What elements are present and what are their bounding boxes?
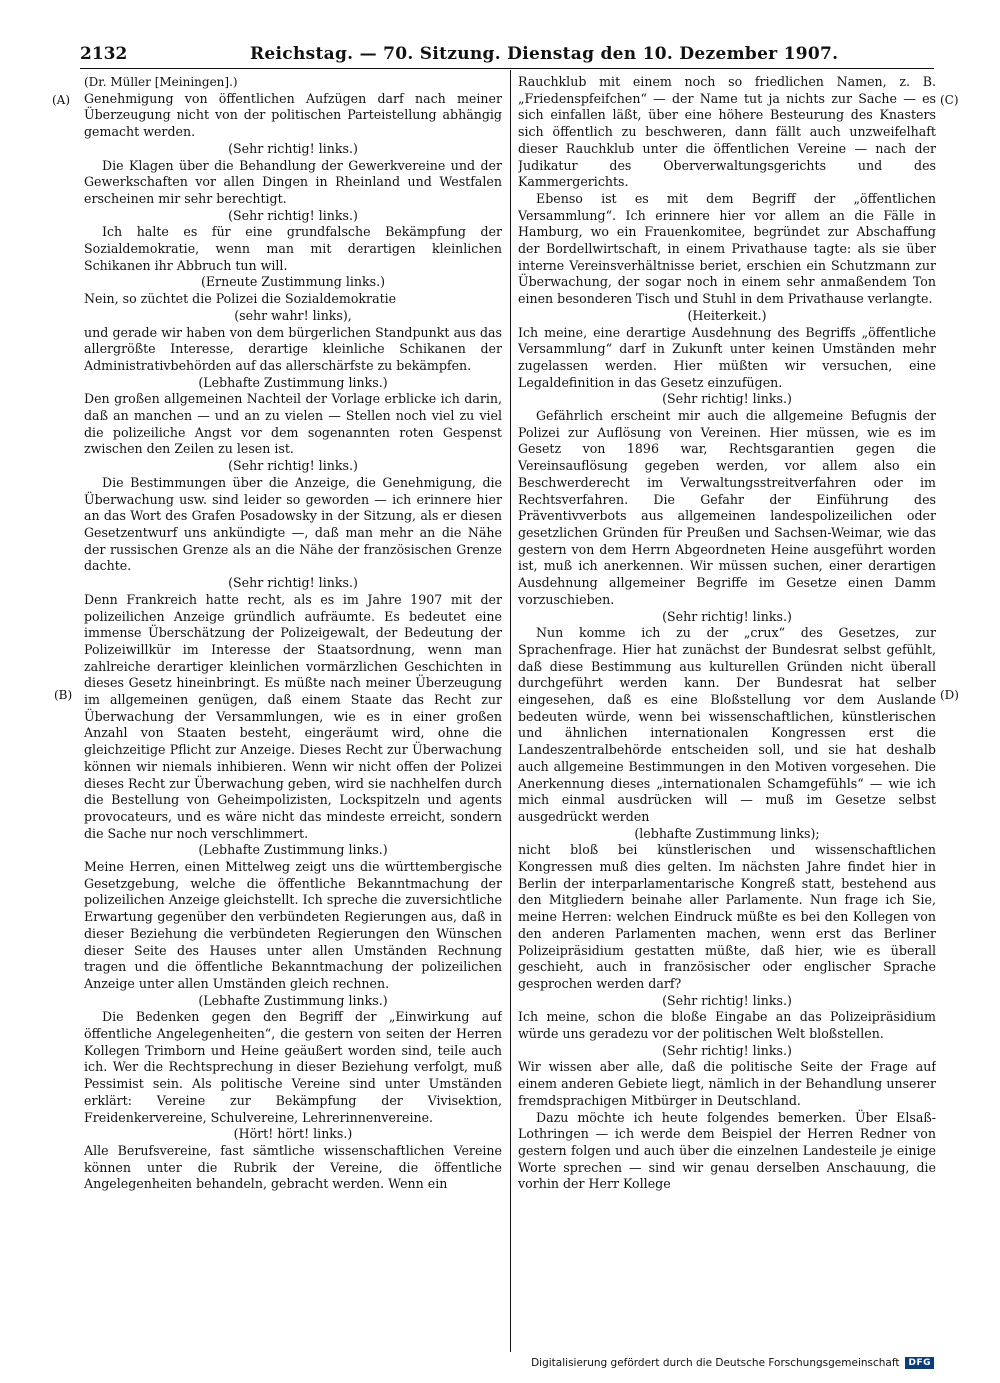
paragraph: Genehmigung von öffentlichen Aufzügen darf nach meiner Überzeugung nicht von der politischen Parteistellung abhängig gemacht werden. (84, 90, 502, 140)
paragraph: Wir wissen aber alle, daß die politische Seite der Frage auf einem anderen Gebiete liegt, nämlich in der Behandlung unserer fremdsprachigen Mitbürger in Deutschland. (518, 1059, 936, 1108)
interjection: (Lebhafte Zustimmung links.) (198, 842, 388, 858)
page-number: 2132 (80, 44, 128, 64)
paragraph: Meine Herren, einen Mittelweg zeigt uns die württembergische Gesetzgebung, welche die öffentliche Bekanntmachung der polizeilichen Anzeige gleichstellt. Ich spreche die zuversichtliche Erwartung gegenüber den verbündeten Regierungen aus, daß in dieser Beziehung die verbündeten Regierungen den Wünschen dieser Seite des Hauses unter allen Umständen Rechnung tragen und die öffentliche Bekanntmachung der polizeilichen Anzeige unter allen Umständen gleich rechnen. (84, 859, 502, 991)
margin-letter-c: (C) (940, 93, 959, 107)
paragraph: Den großen allgemeinen Nachteil der Vorlage erblicke ich darin, daß an manchen — und an zu vielen — Stellen noch viel zu viel die polizeiliche Angst vor dem sogenannten roten Gespenst zwischen den Zeilen zu lesen ist. (84, 391, 502, 457)
footer-text: Digitalisierung gefördert durch die Deutsche Forschungsgemeinschaft (531, 1357, 900, 1369)
paragraph: Ebenso ist es mit dem Begriff der „öffentlichen Versammlung“. Ich erinnere hier vor allem an die Fälle in Hamburg, wo ein Frauenkomitee, begründet zur Abschaffung der Bordellwirtschaft, in einem Privathause tagte: als sie über interne Vereinsverhältnisse beriet, erschien ein Schutzmann zur Überwachung, der sogar noch in einem sehr anmaßendem Ton einen besonderen Tisch und Stuhl in dem Privathause verlangte. (518, 190, 936, 307)
header-rule (80, 68, 934, 69)
interjection: (Sehr richtig! links.) (662, 608, 792, 624)
paragraph: Die Bestimmungen über die Anzeige, die Genehmigung, die Überwachung usw. sind leider so geworden — ich erinnere hier an das Wort des Grafen Posadowsky in der Sitzung, als er diesen Gesetzentwurf uns ankündigte —, daß man mehr an die Nähe der russischen Grenze als an die Nähe der französischen Grenze dachte. (84, 474, 502, 574)
interjection: (Sehr richtig! links.) (662, 1042, 792, 1058)
interjection: (Erneute Zustimmung links.) (200, 274, 386, 290)
column-divider (510, 70, 511, 1352)
interjection: (Sehr richtig! links.) (228, 458, 358, 474)
paragraph: Gefährlich erscheint mir auch die allgemeine Befugnis der Polizei zur Auflösung von Vereinen. Hier müssen, wie es im Gesetz von 1896 war, Rechtsgarantien gegen die Vereinsauflösung gegeben werden, vor allem also ein Beschwerderecht im Verwaltungsstreitverfahren oder im Rechtsverfahren. Die Gefahr der Einführung des Präventivverbots aus allgemeinen landespolizeilichen oder gesetzlichen Gründen für Preußen und Sachsen-Weimar, wie das gestern von dem Herrn Abgeordneten Heine ausgeführt worden ist, muß ich anerkennen. Wir müssen suchen, einer derartigen Ausdehnung allgemeiner Begriffe im Gesetze einen Damm vorzuschieben. (518, 408, 936, 607)
paragraph: Ich meine, schon die bloße Eingabe an das Polizeipräsidium würde uns geradezu vor der politischen Welt bloßstellen. (518, 1009, 936, 1042)
interjection: (Hört! hört! links.) (233, 1126, 353, 1142)
margin-letter-b: (B) (54, 688, 73, 702)
paragraph: Nun komme ich zu der „crux“ des Gesetzes, zur Sprachenfrage. Hier hat zunächst der Bundesrat selbst gefühlt, daß diese Bestimmung aus kulturellen Gründen nicht überall durchgeführt werden kann. Der Bundesrat hat selber eingesehen, daß es eine Bloßstellung vor dem Auslande bedeuten würde, wenn bei wissenschaftlichen, künstlerischen und ähnlichen internationalen Kongressen erst die Landeszentralbehörde entscheiden soll, und sie hat deshalb auch allgemeine Bestimmungen in den Motiven vorgesehen. Die Anerkennung dieses „internationalen Schamgefühls“ — wie ich mich einmal ausdrücken will — muß im Gesetze selbst ausgedrückt werden (518, 625, 936, 824)
interjection: (Sehr richtig! links.) (228, 140, 358, 156)
dfg-logo: DFG (905, 1357, 934, 1369)
interjection: (sehr wahr! links), (234, 307, 352, 323)
paragraph: Die Klagen über die Behandlung der Gewerkvereine und der Gewerkschaften vor allen Dingen in Rheinland und Westfalen erscheinen mir sehr berechtigt. (84, 157, 502, 206)
paragraph: Denn Frankreich hatte recht, als es im Jahre 1907 mit der polizeilichen Anzeige gründlich aufräumte. Es bedeutet eine immense Überschätzung der Polizeigewalt, der Bedeutung der Polizeiwillkür im Interesse der Staatsordnung, wenn man zahlreiche derartiger kleinlichen vormärzlichen Geschichten in dieses Gesetz hineinbringt. Es müßte nach meiner Überzeugung im allgemeinen genügen, daß einem Staate das Recht zur Überwachung der Versammlungen, wie es in einer großen Anzahl von Staaten besteht, eingeräumt wird, ohne die gleichzeitige Pflicht zur Anzeige. Dieses Recht zur Überwachung können wir niemals inhibieren. Wenn wir nicht offen der Polizei dieses Recht zur Überwachung geben, wird sie nachhelfen durch die Bestellung von Geheimpolizisten, Lockspitzeln und agents provocateurs, und es wäre nicht das mindeste erreicht, sondern die Sache nur noch verschlimmert. (84, 591, 502, 841)
interjection: (Sehr richtig! links.) (662, 391, 792, 407)
interjection: (lebhafte Zustimmung links); (634, 825, 820, 841)
paragraph: Alle Berufsvereine, fast sämtliche wissenschaftlichen Vereine können unter die Rubrik der Vereine, die öffentliche Angelegenheiten behandeln, gebracht werden. Wenn ein (84, 1143, 502, 1192)
paragraph: Rauchklub mit einem noch so friedlichen Namen, z. B. „Friedenspfeifchen“ — der Name tut ja nichts zur Sache — es sich einfallen läßt, über eine höhere Besteurung des Knasters sich öffentlich zu beschweren, dann fällt auch unzweifelhaft dieser Rauchklub unter die öffentlichen Vereine — nach der Judikatur des Oberverwaltungsgerichts und des Kammergerichts. (518, 74, 936, 190)
interjection: (Lebhafte Zustimmung links.) (198, 374, 388, 390)
paragraph: und gerade wir haben von dem bürgerlichen Standpunkt aus das allergrößte Interesse, derartige kleinliche Schikanen der Administrativbehörden auf das allerschärfste zu bekämpfen. (84, 324, 502, 373)
paragraph: nicht bloß bei künstlerischen und wissenschaftlichen Kongressen muß dies gelten. Im nächsten Jahre findet hier in Berlin der interparlamentarische Kongreß statt, bestehend aus den Mitgliedern beinahe aller Parlamente. Nun frage ich Sie, meine Herren: welchen Eindruck müßte es bei den Kollegen von den anderen Parlamenten machen, wenn erst das Berliner Polizeipräsidium gestatten müßte, daß hier, wie es überall geschieht, auch in französischer oder englischer Sprache gesprochen werden darf? (518, 842, 936, 991)
left-column (84, 74, 502, 1344)
paragraph: Ich meine, eine derartige Ausdehnung des Begriffs „öffentliche Versammlung“ darf in Zukunft unter keinen Umständen mehr zugelassen werden. Hier müßten wir versuchen, eine Legaldefinition in das Gesetz einzufügen. (518, 324, 936, 390)
footer (531, 1357, 934, 1369)
interjection: (Sehr richtig! links.) (662, 992, 792, 1008)
margin-letter-d: (D) (940, 688, 959, 702)
interjection: (Lebhafte Zustimmung links.) (198, 992, 388, 1008)
interjection: (Sehr richtig! links.) (228, 207, 358, 223)
interjection: (Sehr richtig! links.) (228, 575, 358, 591)
paragraph: Die Bedenken gegen den Begriff der „Einwirkung auf öffentliche Angelegenheiten“, die gestern von seiten der Herren Kollegen Trimborn und Heine geäußert worden sind, teile auch ich. Wer die Rechtsprechung in dieser Beziehung verfolgt, muß Pessimist sein. Als politische Vereine sind unter Umständen erklärt: Vereine zur Bekämpfung der Vivisektion, Freidenkervereine, Schulvereine, Lehrerinnenvereine. (84, 1009, 502, 1125)
interjection: (Heiterkeit.) (687, 307, 767, 323)
speaker-label: (Dr. Müller [Meiningen].) (84, 75, 238, 89)
right-column (518, 74, 936, 1344)
running-title: Reichstag. — 70. Sitzung. Dienstag den 10. Dezember 1907. (250, 44, 839, 64)
paragraph: Nein, so züchtet die Polizei die Sozialdemokratie (84, 291, 397, 307)
margin-letter-a: (A) (52, 93, 71, 107)
paragraph: Dazu möchte ich heute folgendes bemerken. Über Elsaß-Lothringen — ich werde dem Beispiel der Herren Redner von gestern folgen und auch über die einzelnen Landesteile je einige Worte sprechen — sind wir genau derselben Anschauung, die vorhin der Herr Kollege (518, 1109, 936, 1192)
paragraph: Ich halte es für eine grundfalsche Bekämpfung der Sozialdemokratie, wenn man mit derartigen kleinlichen Schikanen ihr Abbruch tun will. (84, 224, 502, 273)
